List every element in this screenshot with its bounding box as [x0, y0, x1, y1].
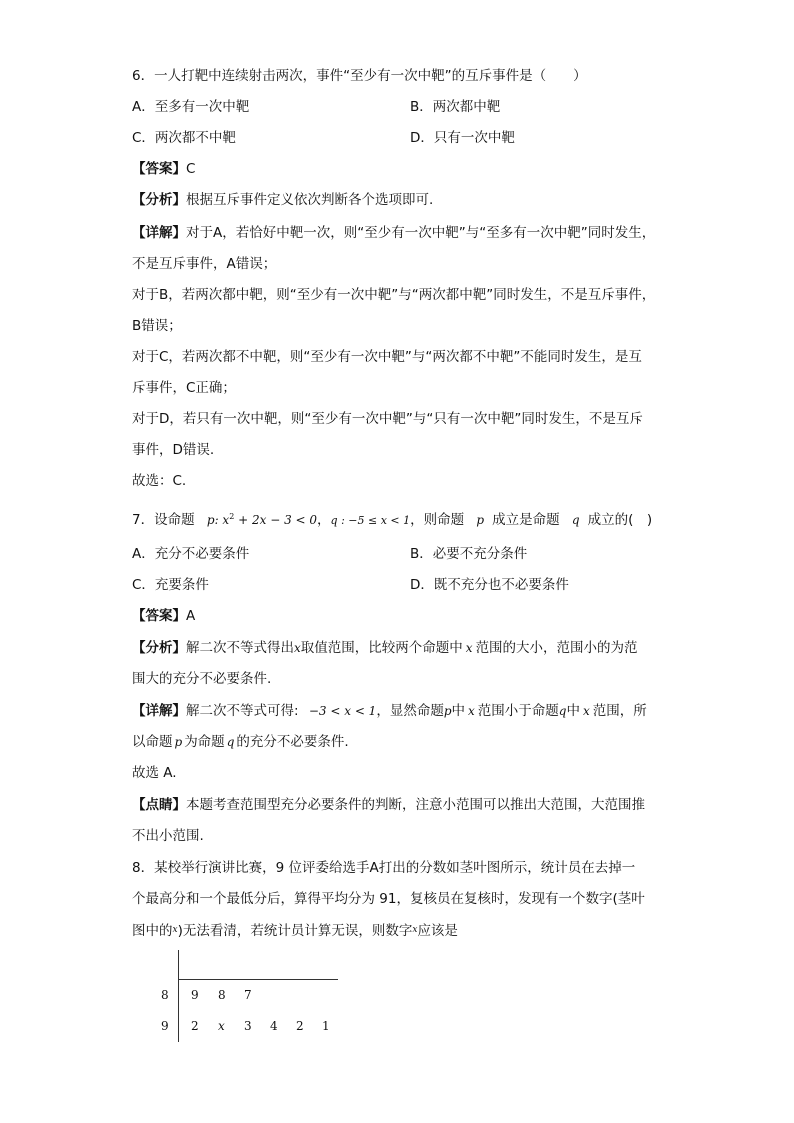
detail-text: 为命题 — [184, 734, 225, 750]
q7-stem-mid: ，则命题 — [410, 512, 465, 528]
q7-stem-pre: 7．设命题 — [132, 512, 195, 528]
q6-detail-line: 对于D，若只有一次中靶，则“至少有一次中靶”与“只有一次中靶”同时发生，不是互斥 — [132, 411, 643, 427]
leaf-value: 9 — [191, 988, 199, 1002]
q7-option-d: D．既不充分也不必要条件 — [410, 577, 569, 593]
analysis-tag: 【分析】 — [132, 640, 186, 656]
q7-detail — [132, 702, 647, 720]
leaf-value: 4 — [270, 1019, 278, 1033]
q8-line: 个最高分和一个最低分后，算得平均分为 91，复核员在复核时，发现有一个数字(茎叶 — [132, 891, 645, 907]
q7-comment-line2: 不出小范围. — [132, 828, 204, 844]
q6-detail-line: 事件，D错误. — [132, 442, 215, 458]
math-q: q — [558, 704, 567, 718]
q7-detail-line2 — [132, 733, 349, 751]
math-x: x — [294, 641, 301, 655]
q7-stem-mid2: 成立是命题 — [492, 512, 560, 528]
answer-value: A — [186, 608, 196, 624]
q7-p-formula — [207, 513, 317, 527]
q7-answer — [132, 607, 195, 625]
comment-text: 本题考查范围型充分必要条件的判断，注意小范围可以推出大范围，大范围推 — [186, 797, 645, 813]
leaf-value: 1 — [322, 1019, 330, 1033]
stem-leaf-plot — [150, 950, 350, 1045]
p-formula-rest: + 2x − 3 < 0 — [234, 513, 318, 527]
q8-text: 图中的 — [132, 923, 173, 939]
q6-option-c: C．两次都不中靶 — [132, 130, 236, 146]
analysis-text: 根据互斥事件定义依次判断各个选项即可. — [186, 192, 434, 208]
leaf-value: 2 — [296, 1019, 304, 1033]
math-q: q — [226, 735, 235, 749]
q6-detail-line: 对于C，若两次都不中靶，则“至少有一次中靶”与“两次都不中靶”不能同时发生，是互 — [132, 349, 642, 365]
math-p: p — [174, 735, 183, 749]
q8-line: 8．某校举行演讲比赛，9 位评委给选手A打出的分数如茎叶图所示，统计员在去掉一 — [132, 860, 636, 876]
q6-stem: 6．一人打靶中连续射击两次，事件“至少有一次中靶”的互斥事件是（ ） — [132, 68, 587, 84]
q6-option-b: B．两次都中靶 — [410, 99, 501, 115]
detail-text: 中 — [566, 703, 580, 719]
detail-tag: 【详解】 — [132, 225, 186, 241]
answer-value: C — [186, 161, 196, 177]
q7-choose: 故选 A. — [132, 765, 177, 781]
math-x: x — [465, 641, 473, 655]
q6-detail-line: 斥事件，C正确； — [132, 380, 236, 396]
detail-text: ，显然命题 — [376, 703, 444, 719]
p-letter: p — [206, 513, 215, 527]
q7-stem-end: 成立的( ) — [587, 512, 653, 528]
analysis-text: 取值范围，比较两个命题中 — [300, 640, 463, 656]
detail-text: 范围小于命题 — [477, 703, 559, 719]
p-formula-exp: 2 — [229, 512, 235, 521]
q7-option-c: C．充要条件 — [132, 577, 209, 593]
q7-option-b: B．必要不充分条件 — [410, 546, 528, 562]
q8-text: 应该是 — [417, 923, 458, 939]
q7-stem — [132, 508, 652, 530]
p-formula-x: : x — [214, 513, 230, 527]
detail-text: 的充分不必要条件. — [236, 734, 349, 750]
math-x: x — [412, 925, 418, 935]
leaf-value: 3 — [244, 1019, 252, 1033]
q6-detail-line: B错误； — [132, 318, 182, 334]
q6-answer — [132, 160, 195, 178]
stem-value: 9 — [161, 1019, 169, 1033]
q7-analysis — [132, 639, 638, 657]
detail-text: 以命题 — [132, 734, 173, 750]
comment-tag: 【点睛】 — [132, 797, 186, 813]
q7-q-formula: q : −5 ≤ x < 1 — [330, 514, 411, 527]
q6-option-a: A．至多有一次中靶 — [132, 99, 250, 115]
q6-detail-line — [132, 224, 655, 242]
math-x: x — [172, 925, 178, 935]
q7-p-letter: p — [476, 513, 485, 527]
stem-value: 8 — [161, 988, 169, 1002]
q8-line — [132, 921, 458, 940]
detail-inequality: −3 < x < 1 — [308, 704, 377, 718]
q7-comment — [132, 796, 645, 814]
leaf-value: 2 — [191, 1019, 199, 1033]
detail-text: 对于A，若恰好中靶一次，则“至少有一次中靶”与“至多有一次中靶”同时发生， — [186, 225, 656, 241]
leaf-value: 7 — [244, 988, 252, 1002]
q7-comma: ， — [317, 512, 331, 528]
stem-divider — [178, 950, 179, 1042]
analysis-text: 范围的大小，范围小的为范 — [475, 640, 638, 656]
detail-text: 中 — [451, 703, 466, 719]
detail-text: 范围，所 — [592, 703, 647, 719]
q7-option-a: A．充分不必要条件 — [132, 546, 250, 562]
math-x: x — [582, 704, 590, 718]
q6-option-d: D．只有一次中靶 — [410, 130, 515, 146]
analysis-tag: 【分析】 — [132, 192, 186, 208]
leaf-value: 8 — [218, 988, 226, 1002]
answer-tag: 【答案】 — [132, 161, 186, 177]
stem-top-rule — [178, 979, 338, 980]
q7-q-letter: q — [571, 513, 580, 527]
q6-detail-line: 不是互斥事件，A错误； — [132, 256, 277, 272]
q6-choose: 故选：C. — [132, 473, 187, 489]
q6-detail-line: 对于B，若两次都中靶，则“至少有一次中靶”与“两次都中靶”同时发生，不是互斥事件， — [132, 287, 656, 303]
leaf-unknown: x — [218, 1019, 225, 1033]
detail-tag: 【详解】 — [132, 703, 186, 719]
detail-text: 解二次不等式可得: — [186, 703, 299, 719]
answer-tag: 【答案】 — [132, 608, 186, 624]
math-x: x — [468, 704, 475, 718]
analysis-text: 解二次不等式得出 — [186, 640, 294, 656]
q7-analysis-line2: 围大的充分不必要条件. — [132, 671, 272, 687]
q6-analysis — [132, 191, 433, 209]
q8-text: )无法看清，若统计员计算无误，则数字 — [177, 923, 413, 939]
math-p: p — [443, 704, 452, 718]
